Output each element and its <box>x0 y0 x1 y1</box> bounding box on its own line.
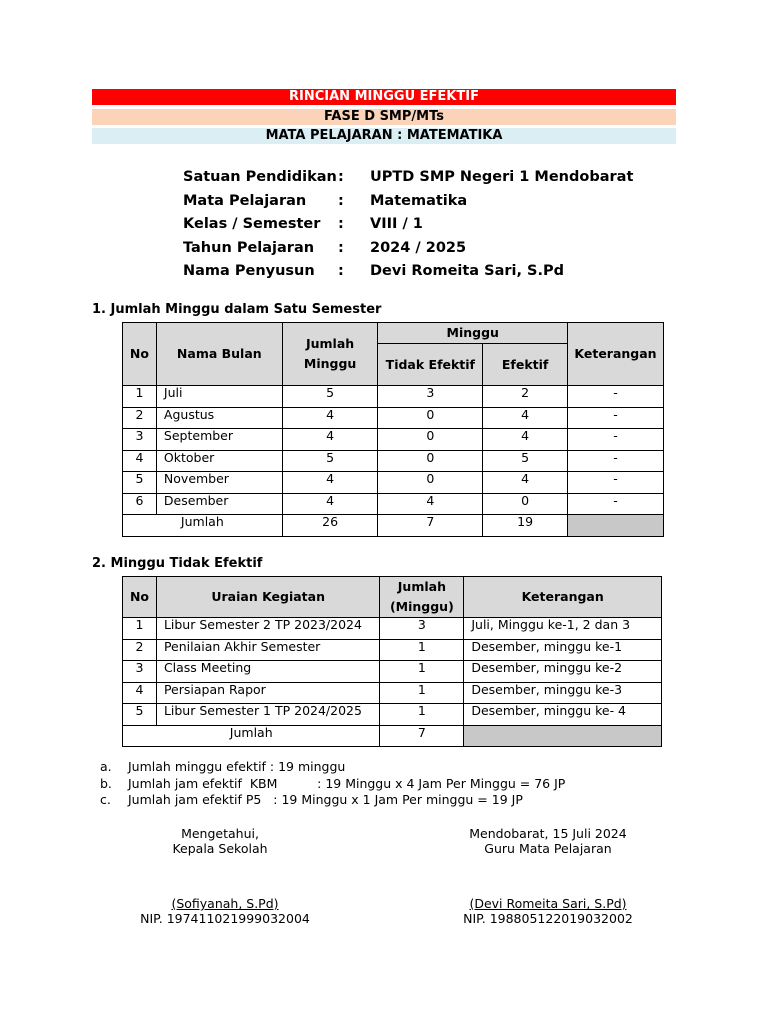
cell-total: 4 <box>282 407 378 429</box>
info-value: Devi Romeita Sari, S.Pd <box>370 263 565 279</box>
info-colon: : <box>338 239 344 256</box>
cell-ket: - <box>568 450 664 472</box>
table-row <box>123 472 664 494</box>
info-label: Satuan Pendidikan <box>183 169 337 185</box>
cell-ket: - <box>568 493 664 515</box>
cell-no: 3 <box>123 661 157 683</box>
cell-month: Desember <box>156 493 282 515</box>
cell-ket: - <box>568 429 664 451</box>
cell-tidak: 3 <box>378 386 483 408</box>
footer-total: 26 <box>282 515 378 537</box>
table-row <box>123 618 662 640</box>
cell-tidak: 0 <box>378 407 483 429</box>
info-label: Kelas / Semester <box>183 216 321 232</box>
cell-weeks: 1 <box>380 704 464 726</box>
cell-weeks: 1 <box>380 661 464 683</box>
cell-no: 4 <box>123 682 157 704</box>
signature-nip: NIP. 198805122019032002 <box>463 910 633 926</box>
table-footer-row <box>123 515 664 537</box>
phase-banner: FASE D SMP/MTs <box>92 109 676 125</box>
note-text: Jumlah jam efektif KBM : 19 Minggu x 4 Jam Per Minggu = 76 JP <box>128 775 566 791</box>
footer-empty-cell <box>464 725 662 747</box>
cell-weeks: 3 <box>380 618 464 640</box>
table-row <box>123 682 662 704</box>
footer-label: Jumlah <box>123 515 283 537</box>
info-label: Mata Pelajaran <box>183 192 307 209</box>
cell-month: Oktober <box>156 450 282 472</box>
note-text: Jumlah minggu efektif : 19 minggu <box>128 759 346 774</box>
table-row <box>123 386 664 408</box>
cell-no: 5 <box>123 472 157 494</box>
cell-activity: Libur Semester 1 TP 2024/2025 <box>156 704 379 726</box>
cell-ket: Desember, minggu ke-2 <box>464 661 662 683</box>
info-label: Tahun Pelajaran <box>183 239 315 256</box>
cell-ket: - <box>568 407 664 429</box>
signature-name: (Sofiyanah, S.Pd) <box>171 896 279 911</box>
table-row <box>123 704 662 726</box>
note-text: Jumlah jam efektif P5 : 19 Minggu x 1 Jam Per minggu = 19 JP <box>128 792 523 807</box>
col-header-activity: Uraian Kegiatan <box>156 577 379 618</box>
cell-no: 2 <box>123 407 157 429</box>
cell-weeks: 1 <box>380 639 464 661</box>
info-value: Matematika <box>370 192 468 209</box>
cell-activity: Class Meeting <box>156 661 379 683</box>
non-effective-table <box>122 576 662 747</box>
signature-line2: Kepala Sekolah <box>172 840 268 856</box>
table-row <box>123 661 662 683</box>
signature-left <box>120 827 320 856</box>
cell-tidak: 4 <box>378 493 483 515</box>
cell-activity: Persiapan Rapor <box>156 682 379 704</box>
col-header-no: No <box>123 323 157 386</box>
table-row <box>123 429 664 451</box>
signature-line1: Mendobarat, 15 Juli 2024 <box>469 826 627 841</box>
cell-efektif: 4 <box>483 407 568 429</box>
table-footer-row <box>123 725 662 747</box>
cell-no: 4 <box>123 450 157 472</box>
col-header-minggu: Minggu <box>378 323 568 344</box>
weeks-table <box>122 322 664 537</box>
cell-month: November <box>156 472 282 494</box>
signature-right <box>448 827 648 856</box>
cell-month: Juli <box>156 386 282 408</box>
cell-efektif: 2 <box>483 386 568 408</box>
footer-label: Jumlah <box>123 725 380 747</box>
section1-title: 1. Jumlah Minggu dalam Satu Semester <box>92 302 382 317</box>
info-colon: : <box>338 169 344 185</box>
cell-efektif: 4 <box>483 472 568 494</box>
col-header-ket: Keterangan <box>464 577 662 618</box>
cell-total: 4 <box>282 429 378 451</box>
cell-ket: Juli, Minggu ke-1, 2 dan 3 <box>464 618 662 640</box>
footer-empty-cell <box>568 515 664 537</box>
cell-efektif: 0 <box>483 493 568 515</box>
cell-total: 5 <box>282 450 378 472</box>
table-row <box>123 450 664 472</box>
footer-weeks: 7 <box>380 725 464 747</box>
cell-ket: - <box>568 472 664 494</box>
cell-ket: - <box>568 386 664 408</box>
cell-month: September <box>156 429 282 451</box>
cell-efektif: 4 <box>483 429 568 451</box>
cell-month: Agustus <box>156 407 282 429</box>
col-header-ket: Keterangan <box>568 323 664 386</box>
cell-tidak: 0 <box>378 450 483 472</box>
cell-no: 1 <box>123 618 157 640</box>
note-key: a. <box>100 759 112 774</box>
cell-no: 1 <box>123 386 157 408</box>
table-row <box>123 639 662 661</box>
info-value: 2024 / 2025 <box>370 239 467 256</box>
signature-line2: Guru Mata Pelajaran <box>484 840 612 856</box>
document-title: RINCIAN MINGGU EFEKTIF <box>92 89 676 105</box>
col-header-total: Jumlah Minggu <box>282 323 378 386</box>
info-value: UPTD SMP Negeri 1 Mendobarat <box>370 169 634 185</box>
cell-activity: Penilaian Akhir Semester <box>156 639 379 661</box>
cell-total: 4 <box>282 472 378 494</box>
signature-nip: NIP. 197411021999032004 <box>140 910 310 926</box>
footer-efektif: 19 <box>483 515 568 537</box>
signature-name: (Devi Romeita Sari, S.Pd) <box>469 896 627 911</box>
cell-tidak: 0 <box>378 429 483 451</box>
subject-banner: MATA PELAJARAN : MATEMATIKA <box>92 128 676 144</box>
col-header-weeks: Jumlah (Minggu) <box>380 577 464 618</box>
signature-right-name-block <box>443 897 653 926</box>
section2-title: 2. Minggu Tidak Efektif <box>92 556 263 571</box>
cell-ket: Desember, minggu ke-1 <box>464 639 662 661</box>
info-label: Nama Penyusun <box>183 263 315 279</box>
cell-no: 6 <box>123 493 157 515</box>
note-key: b. <box>100 775 112 791</box>
cell-no: 5 <box>123 704 157 726</box>
table-row <box>123 407 664 429</box>
cell-efektif: 5 <box>483 450 568 472</box>
cell-no: 3 <box>123 429 157 451</box>
info-colon: : <box>338 216 344 232</box>
cell-ket: Desember, minggu ke-3 <box>464 682 662 704</box>
cell-ket: Desember, minggu ke- 4 <box>464 704 662 726</box>
info-colon: : <box>338 263 344 279</box>
col-header-tidak-efektif: Tidak Efektif <box>378 344 483 386</box>
cell-total: 5 <box>282 386 378 408</box>
table-row <box>123 493 664 515</box>
signature-left-name-block <box>120 897 330 926</box>
cell-tidak: 0 <box>378 472 483 494</box>
info-value: VIII / 1 <box>370 216 423 232</box>
footer-tidak: 7 <box>378 515 483 537</box>
cell-weeks: 1 <box>380 682 464 704</box>
info-colon: : <box>338 192 344 209</box>
note-key: c. <box>100 792 111 807</box>
signature-line1: Mengetahui, <box>181 826 259 841</box>
col-header-month: Nama Bulan <box>156 323 282 386</box>
cell-total: 4 <box>282 493 378 515</box>
cell-no: 2 <box>123 639 157 661</box>
col-header-efektif: Efektif <box>483 344 568 386</box>
cell-activity: Libur Semester 2 TP 2023/2024 <box>156 618 379 640</box>
col-header-no: No <box>123 577 157 618</box>
